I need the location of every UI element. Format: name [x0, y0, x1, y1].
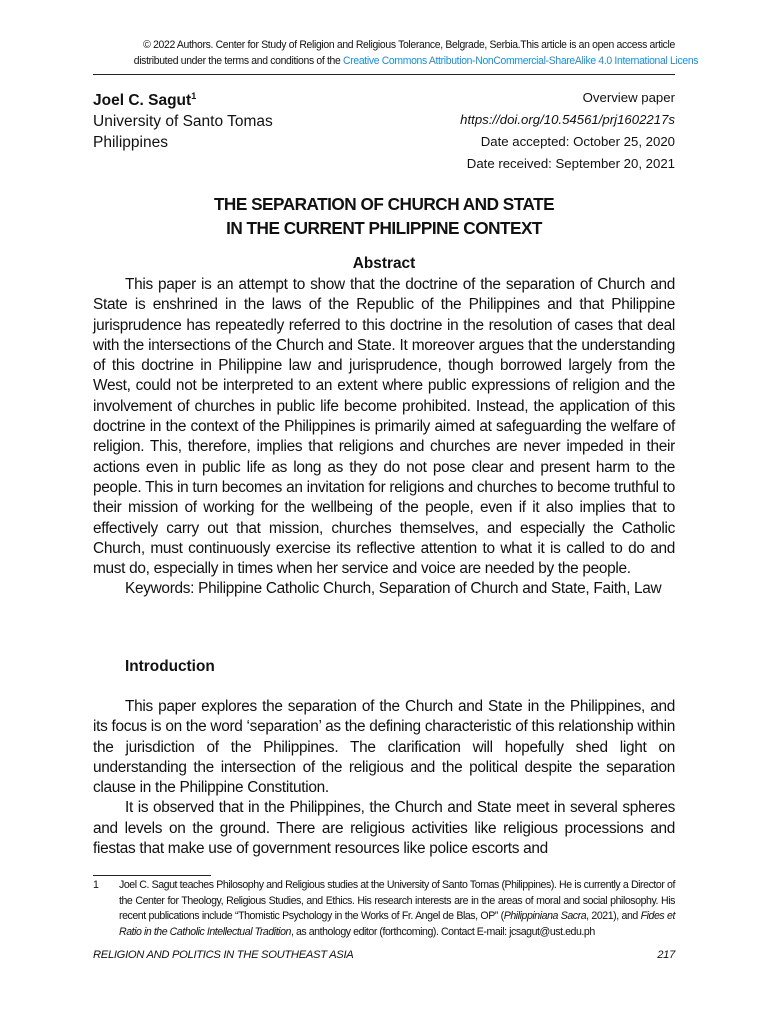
introduction-section	[93, 697, 675, 859]
title-line-2: IN THE CURRENT PHILIPPINE CONTEXT	[226, 218, 542, 238]
license-line-2-prefix: distributed under the terms and conditions of the	[133, 55, 344, 67]
footnote-text-c: , as anthology editor (forthcoming). Contact E-mail: jcsagut@ust.edu.ph	[290, 925, 595, 938]
license-line-1: © 2022 Authors. Center for Study of Religion and Religious Tolerance, Belgrade, Serbia.This article is an open access article	[143, 39, 675, 51]
date-accepted: Date accepted: October 25, 2020	[480, 134, 675, 149]
author-country: Philippines	[93, 134, 168, 152]
license-link[interactable]: Creative Commons Attribution-NonCommercial-ShareAlike 4.0 International Licens	[343, 55, 699, 67]
footnote	[93, 878, 675, 940]
abstract-heading: Abstract	[352, 255, 416, 272]
paper-title	[93, 192, 675, 240]
author-affiliation: University of Santo Tomas	[93, 113, 273, 131]
journal-name: RELIGION AND POLITICS IN THE SOUTHEAST ASIA	[93, 949, 354, 961]
license-notice	[133, 37, 699, 69]
footnote-text-b: , 2021), and	[586, 910, 641, 922]
abstract-section	[93, 275, 675, 600]
footnote-text	[119, 878, 675, 940]
footnote-text-a: Joel C. Sagut teaches Philosophy and Religious studies at the University of Santo Tomas (Philippines). He is currently a Director of the Center for Theology, Religious Studies, and Ethics. His research interests are in the areas of moral and social philosophy. His recent publications include “Thomistic Psychology in the Works of Fr. Angel de Blas, OP” (	[119, 879, 675, 922]
footnote-italic-b: Fides et Ratio in the Catholic Intellectual Tradition	[119, 910, 675, 938]
author-block	[93, 86, 393, 153]
article-meta	[375, 87, 675, 175]
paper-type: Overview paper	[582, 90, 675, 105]
keywords: Keywords: Philippine Catholic Church, Separation of Church and State, Faith, Law	[125, 580, 662, 598]
author-footnote-mark[interactable]: 1	[191, 91, 197, 101]
footnote-rule	[93, 875, 211, 876]
author-name-text: Joel C. Sagut	[93, 92, 192, 110]
introduction-paragraph-1: This paper explores the separation of the Church and State in the Philippines, and its focus is on the word ‘separation’ as the defining characteristic of this relationship within the jurisdiction of the Philippines. The clarification will hopefully shed light on understanding the intersection of the religious and the political despite the separation clause in the Philippine Constitution.	[93, 698, 675, 797]
doi-link[interactable]: https://doi.org/10.54561/prj1602217s	[460, 112, 675, 127]
footnote-number: 1	[93, 879, 99, 891]
introduction-paragraph-2: It is observed that in the Philippines, the Church and State meet in several spheres and levels on the ground. There are religious activities like religious processions and fiestas that make use of government resources like police escorts and	[93, 799, 675, 858]
abstract-text: This paper is an attempt to show that the doctrine of the separation of Church and State is enshrined in the laws of the Republic of the Philippines and that Philippine jurisprudence has repeatedly referred to this doctrine in the resolution of cases that deal with the intersections of the Church and State. It moreover argues that the understanding of this doctrine in Philippine law and jurisprudence, though borrowed largely from the West, could not be interpreted to an extent where public expressions of religion and the involvement of churches in public life become prohibited. Instead, the application of this doctrine in the context of the Philippines is primarily aimed at safeguarding the welfare of religion. This, therefore, implies that religions and churches are never impeded in their actions even in public life as long as they do not pose clear and present harm to the people. This in turn becomes an invitation for religions and churches to become truthful to their mission of working for the wellbeing of the people, even if it also implies that to effectively carry out that mission, churches themselves, and especially the Catholic Church, must continuously exercise its reflective attention to what it is called to do and must do, especially in times when her service and voice are needed by the people.	[93, 276, 675, 578]
introduction-heading: Introduction	[125, 658, 215, 675]
license-line-2	[133, 53, 699, 69]
date-received: Date received: September 20, 2021	[466, 156, 675, 171]
title-line-1: THE SEPARATION OF CHURCH AND STATE	[213, 194, 555, 214]
header-rule	[93, 74, 675, 75]
page-number: 217	[657, 949, 675, 961]
author-name	[93, 86, 393, 111]
footnote-italic-a: Philippiniana Sacra	[503, 910, 587, 922]
